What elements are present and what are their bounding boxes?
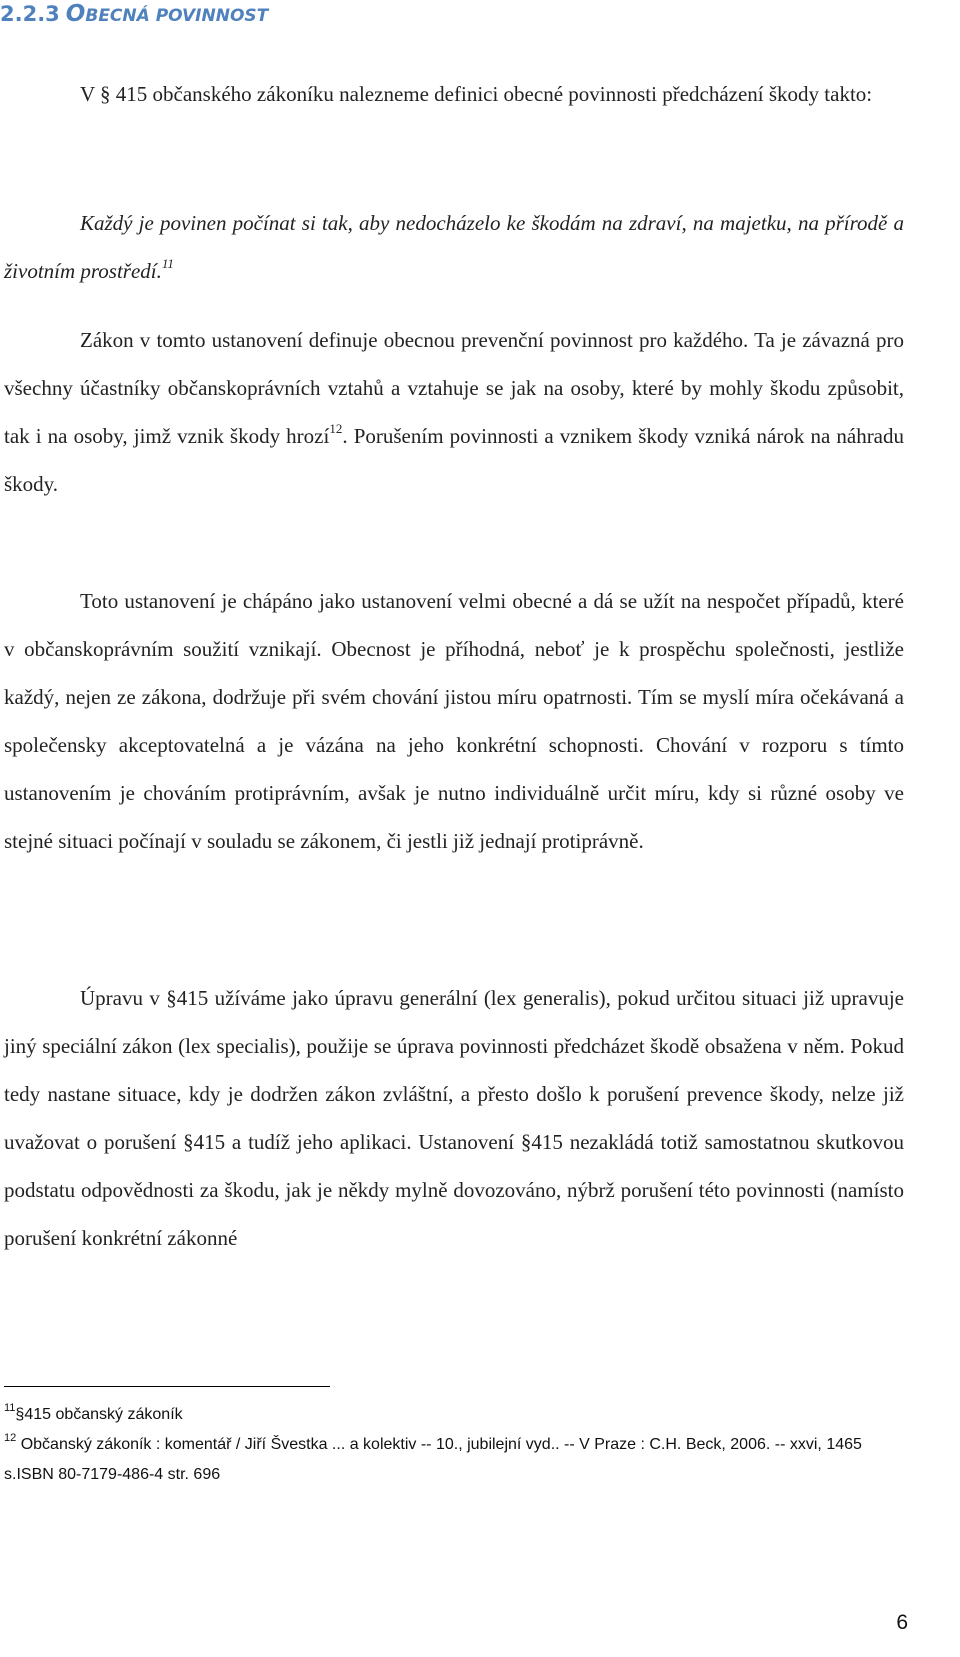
footnote-12-text: Občanský zákoník : komentář / Jiří Švestka ... a kolektiv -- 10., jubilejní vyd.. -- V Praze : C.H. Beck, 2006. -- xxvi, 1465 s.ISBN 80-7179-486-4 str. 696 [4, 1436, 862, 1483]
quote-text: Každý je povinen počínat si tak, aby nedocházelo ke škodám na zdraví, na majetku, na přírodě a životním prostředí. [4, 211, 904, 283]
footnote-11-marker: 11 [4, 1402, 16, 1414]
paragraph-4: Toto ustanovení je chápáno jako ustanovení velmi obecné a dá se užít na nespočet případů, které v občanskoprávním soužití vznikají. Obecnost je příhodná, neboť je k prospěchu společnosti, jestliže každý, nejen ze zákona, dodržuje při svém chování jistou míru opatrnosti. Tím se myslí míra očekávaná a společensky akceptovatelná a je vázána na jeho konkrétní schopnosti. Chování v rozporu s tímto ustanovením je chováním protiprávním, avšak je nutno individuálně určit míru, kdy si různé osoby ve stejné situaci počínají v souladu se zákonem, či jestli již jednají protiprávně. [4, 589, 904, 853]
section-heading [0, 0, 268, 30]
quote-paragraph [4, 199, 904, 295]
footnote-11-text: §415 občanský zákoník [15, 1406, 183, 1423]
page-number: 6 [896, 1611, 908, 1634]
footnote-ref-12: 12 [329, 421, 343, 436]
footnote-12 [4, 1430, 904, 1490]
paragraph-5: Úpravu v §415 užíváme jako úpravu generální (lex generalis), pokud určitou situaci již upravuje jiný speciální zákon (lex specialis), použije se úprava povinnosti předcházet škodě obsažena v něm. Pokud tedy nastane situace, kdy je dodržen zákon zvláštní, a přesto došlo k porušení prevence škody, nelze již uvažovat o porušení §415 a tudíž jeho aplikaci. Ustanovení §415 nezakládá totiž samostatnou skutkovou podstatu odpovědnosti za škodu, jak je někdy mylně dovozováno, nýbrž porušení této povinnosti (namísto porušení konkrétní zákonné [4, 986, 904, 1250]
section-number: 2.2.3 [0, 2, 60, 26]
footnote-11 [4, 1400, 904, 1430]
paragraph-3-text-b: . Porušením povinnosti a vznikem škody vzniká nárok na náhradu škody. [4, 424, 905, 496]
section-title: OBECNÁ POVINNOST [65, 1, 269, 27]
footnote-ref-11: 11 [161, 256, 174, 271]
paragraph-1: V § 415 občanského zákoníku nalezneme definici obecné povinnosti předcházení škody takto: [80, 82, 873, 106]
paragraph-3-text-a: Zákon v tomto ustanovení definuje obecnou prevenční povinnost pro každého. Ta je závazná pro všechny účastníky občanskoprávních vztahů a vztahuje se jak na osoby, které by mohly škodu způsobit, tak i na osoby, jimž vznik škody hrozí [4, 328, 904, 448]
paragraph-3 [4, 316, 904, 508]
footnote-separator [4, 1386, 330, 1387]
footnote-12-marker: 12 [4, 1432, 17, 1444]
